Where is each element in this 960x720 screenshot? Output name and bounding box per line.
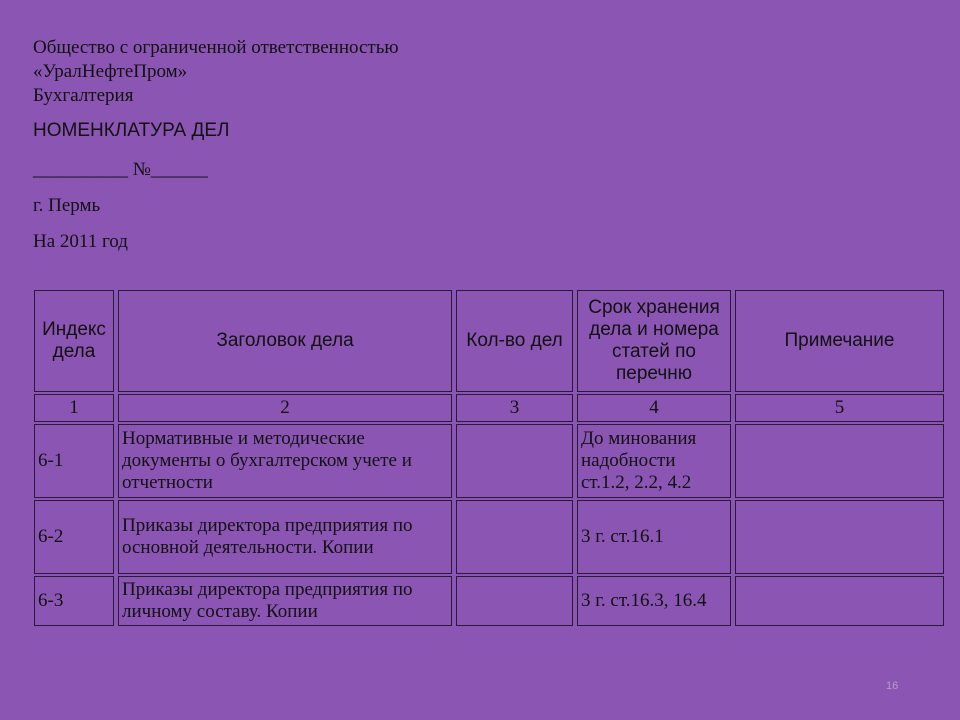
doc-title: НОМЕНКЛАТУРА ДЕЛ [33, 120, 230, 141]
cell-note [735, 500, 944, 574]
cell-count [456, 576, 573, 626]
col-number: 2 [118, 394, 452, 422]
city: г. Пермь [33, 195, 101, 216]
cell-note [735, 424, 944, 498]
cell-count [456, 424, 573, 498]
year: На 2011 год [33, 231, 128, 252]
cell-index: 6-1 [34, 424, 114, 498]
org-name-line1: Общество с ограниченной ответственностью [33, 37, 399, 58]
doc-number-line: __________ №______ [33, 159, 208, 180]
cell-index: 6-3 [34, 576, 114, 626]
header-row [34, 290, 944, 392]
page-number: 16 [886, 680, 899, 692]
header-cell-note: Примечание [735, 290, 944, 392]
cell-title: Нормативные и методические документы о бухгалтерском учете и отчетности [118, 424, 452, 498]
col-number: 1 [34, 394, 114, 422]
header-cell-title: Заголовок дела [118, 290, 452, 392]
col-number: 4 [577, 394, 731, 422]
nomenclature-table [30, 288, 948, 628]
cell-count [456, 500, 573, 574]
col-number: 3 [456, 394, 573, 422]
header-cell-term: Срок хранения дела и номера статей по перечню [577, 290, 731, 392]
header-cell-index: Индекс дела [34, 290, 114, 392]
table-row [34, 424, 944, 498]
org-name-line2: «УралНефтеПром» [33, 61, 188, 82]
cell-term: 3 г. ст.16.1 [577, 500, 731, 574]
cell-title: Приказы директора предприятия по личному составу. Копии [118, 576, 452, 626]
cell-term: 3 г. ст.16.3, 16.4 [577, 576, 731, 626]
column-number-row [34, 394, 944, 422]
table-row [34, 576, 944, 626]
header-cell-count: Кол-во дел [456, 290, 573, 392]
cell-term: До минования надобности ст.1.2, 2.2, 4.2 [577, 424, 731, 498]
cell-title: Приказы директора предприятия по основной деятельности. Копии [118, 500, 452, 574]
cell-note [735, 576, 944, 626]
cell-index: 6-2 [34, 500, 114, 574]
department: Бухгалтерия [33, 85, 134, 106]
col-number: 5 [735, 394, 944, 422]
table-row [34, 500, 944, 574]
